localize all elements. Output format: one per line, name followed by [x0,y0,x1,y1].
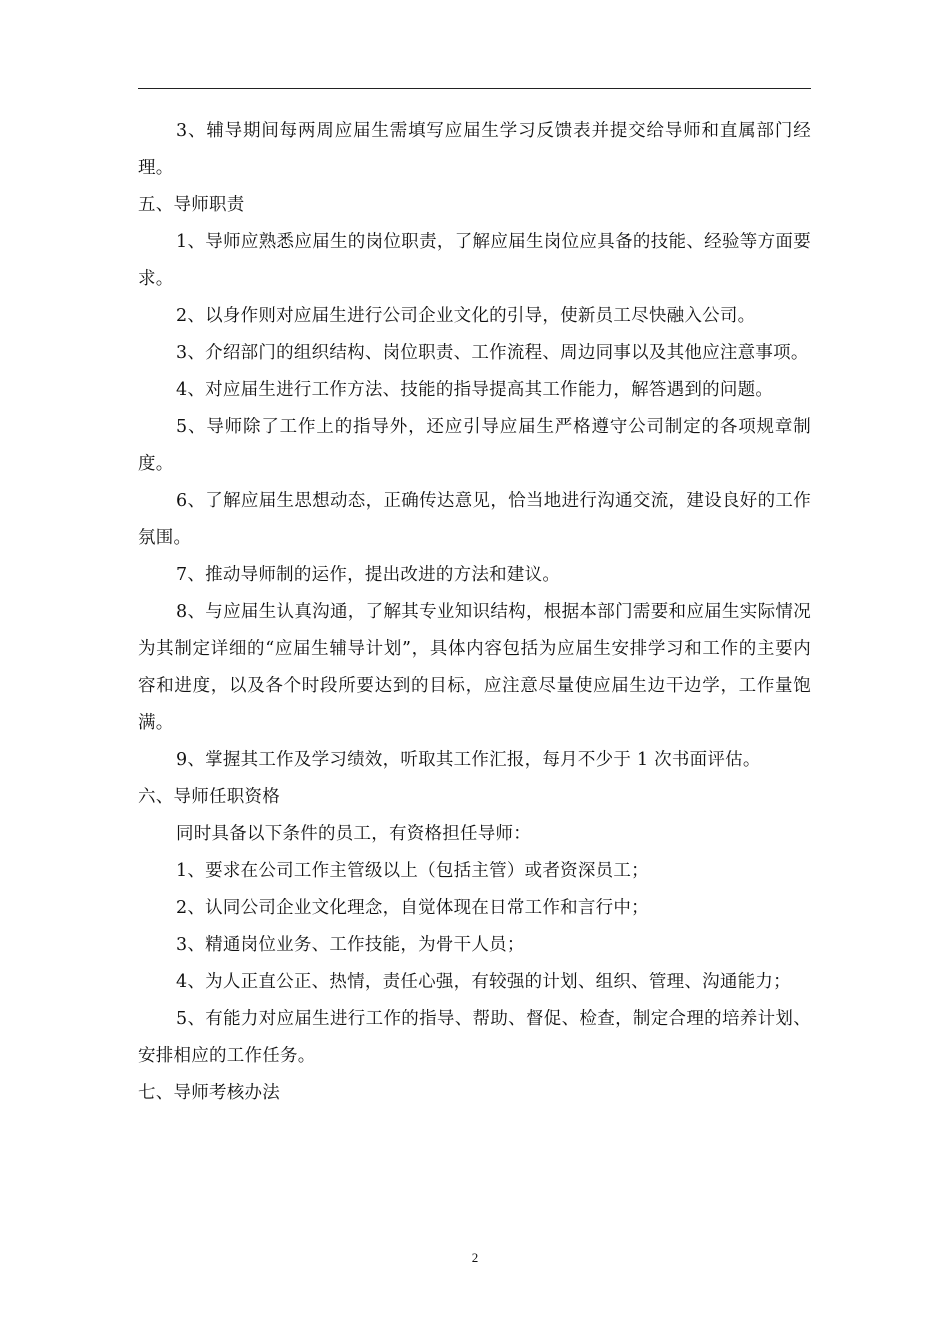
header-rule [138,88,811,89]
qualification-item-1: 1、要求在公司工作主管级以上（包括主管）或者资深员工； [176,861,649,881]
page-number: 2 [471,1250,479,1265]
qualification-item-3: 3、精通岗位业务、工作技能，为骨干人员； [176,935,525,955]
duty-item-6: 6、了解应届生思想动态，正确传达意见，恰当地进行沟通交流，建设良好的工作氛围。 [138,491,811,548]
qualification-intro: 同时具备以下条件的员工，有资格担任导师： [176,824,531,844]
section-heading-mentor-assessment: 七、导师考核办法 [138,1083,280,1103]
duty-item-1: 1、导师应熟悉应届生的岗位职责，了解应届生岗位应具备的技能、经验等方面要求。 [138,232,811,289]
qualification-item-5: 5、有能力对应届生进行工作的指导、帮助、督促、检查，制定合理的培养计划、安排相应的工作任务。 [138,1009,811,1066]
document-body [138,113,811,1112]
duty-item-2: 2、以身作则对应届生进行公司企业文化的引导，使新员工尽快融入公司。 [176,306,756,326]
section-heading-mentor-duties: 五、导师职责 [138,195,245,215]
duty-item-3: 3、介绍部门的组织结构、岗位职责、工作流程、周边同事以及其他应注意事项。 [176,343,809,363]
duty-item-8: 8、与应届生认真沟通，了解其专业知识结构，根据本部门需要和应届生实际情况为其制定详细的“应届生辅导计划”，具体内容包括为应届生安排学习和工作的主要内容和进度，以及各个时段所要达到的目标，应注意尽量使应届生边干边学，工作量饱满。 [138,602,811,733]
duty-item-4: 4、对应届生进行工作方法、技能的指导提高其工作能力，解答遇到的问题。 [176,380,774,400]
paragraph-feedback-form: 3、辅导期间每两周应届生需填写应届生学习反馈表并提交给导师和直属部门经理。 [138,121,811,178]
section-heading-mentor-qualifications: 六、导师任职资格 [138,787,280,807]
duty-item-7: 7、推动导师制的运作，提出改进的方法和建议。 [176,565,561,585]
qualification-item-4: 4、为人正直公正、热情，责任心强，有较强的计划、组织、管理、沟通能力； [176,972,791,992]
duty-item-9: 9、掌握其工作及学习绩效，听取其工作汇报，每月不少于 1 次书面评估。 [176,750,761,770]
qualification-item-2: 2、认同公司企业文化理念，自觉体现在日常工作和言行中； [176,898,649,918]
duty-item-5: 5、导师除了工作上的指导外，还应引导应届生严格遵守公司制定的各项规章制度。 [138,417,811,474]
